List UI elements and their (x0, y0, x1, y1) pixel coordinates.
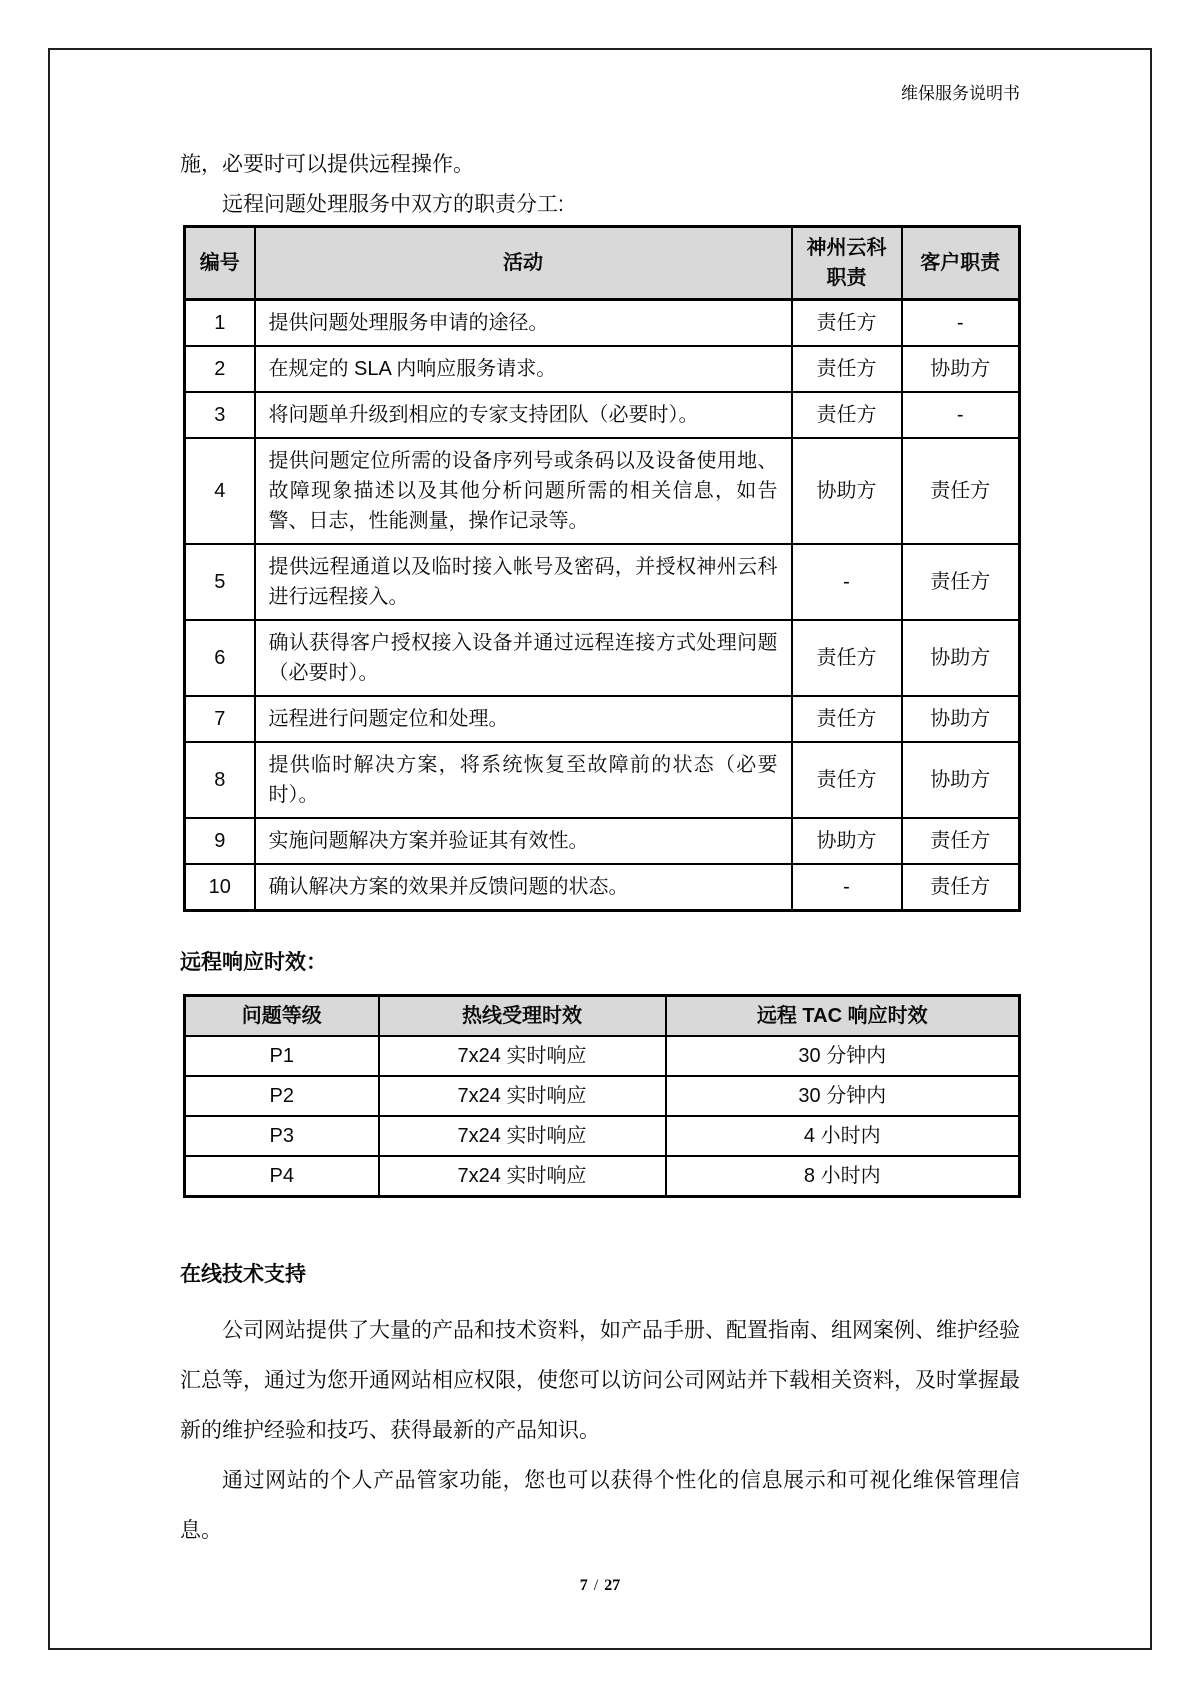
doc-header-title: 维保服务说明书 (901, 84, 1020, 103)
cell-vendor-role: 责任方 (792, 300, 902, 347)
response-time-table (183, 994, 1021, 1198)
cell-vendor-role: - (792, 864, 902, 911)
responsibility-table-lead-in: 远程问题处理服务中双方的职责分工: (222, 193, 564, 216)
col-header-tac-response: 远程 TAC 响应时效 (666, 996, 1020, 1037)
col-header-activity: 活动 (255, 227, 792, 300)
cell-problem-level: P1 (185, 1036, 379, 1076)
cell-customer-role: 责任方 (902, 864, 1020, 911)
table-row (185, 392, 1020, 438)
cell-hotline-response: 7x24 实时响应 (379, 1036, 666, 1076)
table-row (185, 864, 1020, 911)
cell-no: 2 (185, 346, 255, 392)
cell-vendor-role: 责任方 (792, 742, 902, 818)
table-row (185, 620, 1020, 696)
header-row (185, 996, 1020, 1037)
page-number-separator: / (593, 1577, 599, 1594)
cell-vendor-role: 责任方 (792, 346, 902, 392)
cell-no: 10 (185, 864, 255, 911)
cell-customer-role: - (902, 392, 1020, 438)
cell-activity: 提供临时解决方案，将系统恢复至故障前的状态（必要时）。 (255, 742, 792, 818)
page-number-current: 7 (579, 1577, 588, 1594)
cell-hotline-response: 7x24 实时响应 (379, 1156, 666, 1197)
cell-vendor-role: - (792, 544, 902, 620)
page-footer (0, 1577, 1200, 1595)
cell-activity: 将问题单升级到相应的专家支持团队（必要时）。 (255, 392, 792, 438)
cell-activity: 在规定的 SLA 内响应服务请求。 (255, 346, 792, 392)
table-row (185, 742, 1020, 818)
cell-customer-role: 协助方 (902, 742, 1020, 818)
table-row (185, 300, 1020, 347)
col-header-vendor-role: 神州云科职责 (792, 227, 902, 300)
table-row (185, 1156, 1020, 1197)
cell-vendor-role: 责任方 (792, 620, 902, 696)
table-row (185, 1116, 1020, 1156)
table-row (185, 818, 1020, 864)
online-support-paragraph-1: 公司网站提供了大量的产品和技术资料，如产品手册、配置指南、组网案例、维护经验汇总等，通过为您开通网站相应权限，使您可以访问公司网站并下载相关资料，及时掌握最新的维护经验和技巧、获得最新的产品知识。 (180, 1319, 1020, 1442)
cell-customer-role: 协助方 (902, 620, 1020, 696)
page-number-total: 27 (604, 1577, 621, 1594)
table-row (185, 544, 1020, 620)
response-time-table-body (185, 1036, 1020, 1197)
cell-activity: 确认获得客户授权接入设备并通过远程连接方式处理问题（必要时）。 (255, 620, 792, 696)
cell-tac-response: 30 分钟内 (666, 1036, 1020, 1076)
responsibility-table-header (185, 227, 1020, 300)
cell-problem-level: P4 (185, 1156, 379, 1197)
cell-no: 9 (185, 818, 255, 864)
response-time-heading: 远程响应时效： (180, 951, 327, 974)
cell-vendor-role: 协助方 (792, 438, 902, 544)
cell-activity: 提供问题处理服务申请的途径。 (255, 300, 792, 347)
intro-continuation-line: 施，必要时可以提供远程操作。 (180, 153, 474, 176)
table-row (185, 346, 1020, 392)
cell-no: 5 (185, 544, 255, 620)
cell-no: 6 (185, 620, 255, 696)
cell-tac-response: 4 小时内 (666, 1116, 1020, 1156)
cell-vendor-role: 协助方 (792, 818, 902, 864)
online-support-heading: 在线技术支持 (180, 1263, 306, 1286)
cell-customer-role: 责任方 (902, 438, 1020, 544)
col-header-hotline-response: 热线受理时效 (379, 996, 666, 1037)
cell-activity: 确认解决方案的效果并反馈问题的状态。 (255, 864, 792, 911)
cell-no: 8 (185, 742, 255, 818)
col-header-problem-level: 问题等级 (185, 996, 379, 1037)
online-support-paragraph-2: 通过网站的个人产品管家功能，您也可以获得个性化的信息展示和可视化维保管理信息。 (180, 1469, 1020, 1542)
table-row (185, 438, 1020, 544)
cell-activity: 实施问题解决方案并验证其有效性。 (255, 818, 792, 864)
cell-vendor-role: 责任方 (792, 696, 902, 742)
cell-vendor-role: 责任方 (792, 392, 902, 438)
cell-no: 3 (185, 392, 255, 438)
cell-customer-role: 协助方 (902, 696, 1020, 742)
cell-activity: 提供远程通道以及临时接入帐号及密码，并授权神州云科进行远程接入。 (255, 544, 792, 620)
cell-tac-response: 30 分钟内 (666, 1076, 1020, 1116)
cell-customer-role: 责任方 (902, 818, 1020, 864)
cell-no: 1 (185, 300, 255, 347)
cell-activity: 提供问题定位所需的设备序列号或条码以及设备使用地、故障现象描述以及其他分析问题所需的相关信息，如告警、日志，性能测量，操作记录等。 (255, 438, 792, 544)
responsibility-table (183, 225, 1021, 912)
header-row (185, 227, 1020, 300)
page-content (180, 0, 1020, 1556)
cell-problem-level: P3 (185, 1116, 379, 1156)
cell-hotline-response: 7x24 实时响应 (379, 1076, 666, 1116)
cell-customer-role: - (902, 300, 1020, 347)
cell-tac-response: 8 小时内 (666, 1156, 1020, 1197)
responsibility-table-body (185, 300, 1020, 911)
table-row (185, 1076, 1020, 1116)
col-header-customer-role: 客户职责 (902, 227, 1020, 300)
response-time-table-header (185, 996, 1020, 1037)
cell-customer-role: 责任方 (902, 544, 1020, 620)
table-row (185, 1036, 1020, 1076)
cell-problem-level: P2 (185, 1076, 379, 1116)
cell-no: 4 (185, 438, 255, 544)
col-header-no: 编号 (185, 227, 255, 300)
cell-no: 7 (185, 696, 255, 742)
cell-hotline-response: 7x24 实时响应 (379, 1116, 666, 1156)
cell-customer-role: 协助方 (902, 346, 1020, 392)
cell-activity: 远程进行问题定位和处理。 (255, 696, 792, 742)
table-row (185, 696, 1020, 742)
